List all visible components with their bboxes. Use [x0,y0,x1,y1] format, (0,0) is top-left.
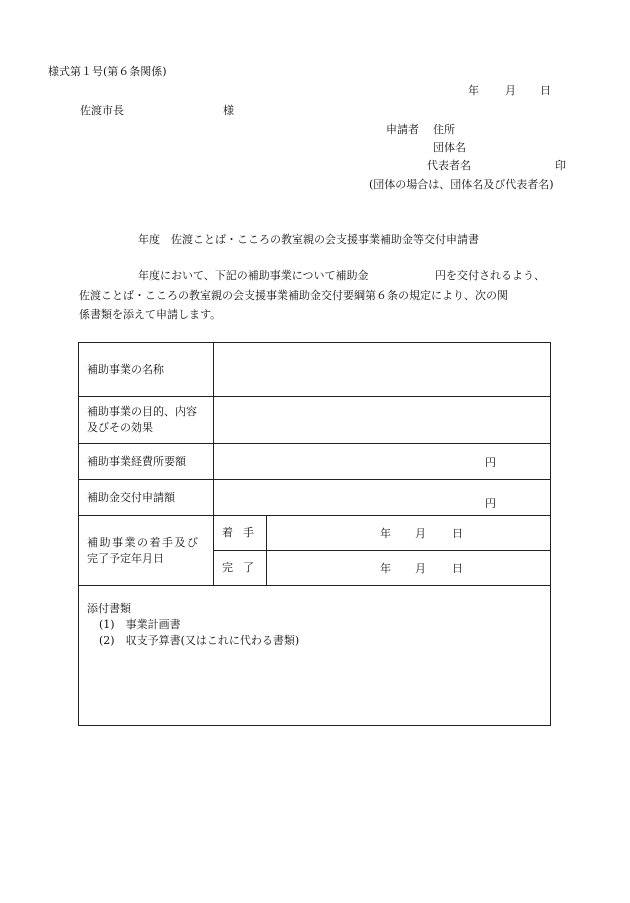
date-year-label: 年 [468,84,479,97]
seal-mark: 印 [555,159,566,172]
start-month-label: 月 [415,527,426,540]
start-year-label: 年 [380,527,391,540]
document-title: 年度 佐渡ことば・こころの教室親の会支援事業補助金等交付申請書 [138,233,479,246]
applicant-note: (団体の場合は、団体名及び代表者名) [369,178,554,191]
start-label: 着手 [214,516,267,551]
table-row [79,343,551,397]
end-month-label: 月 [415,562,426,575]
grant-amount-label: 補助金交付申請額 [79,480,214,516]
grant-amount-field[interactable] [214,480,551,516]
date-month-label: 月 [505,84,516,97]
addressee: 佐渡市長 [80,104,124,117]
attachments-title: 添付書類 [87,602,131,615]
project-name-label: 補助事業の名称 [79,343,214,397]
table-row [79,444,551,480]
table-row [79,516,551,551]
application-table [78,342,551,726]
attachment-item: (2) 収支予算書(又はこれに代わる書類) [99,634,300,647]
table-row [79,397,551,444]
applicant-org-label: 団体名 [433,141,466,154]
applicant-role: 申請者 [386,123,419,136]
table-row [79,480,551,516]
project-purpose-label: 補助事業の目的、内容 及びその効果 [79,397,214,444]
addressee-suffix: 様 [223,104,234,117]
date-day-label: 日 [540,84,551,97]
body-line2: 佐渡ことば・こころの教室親の会支援事業補助金交付要綱第６条の規定により、次の関 [79,289,508,302]
project-cost-unit: 円 [485,456,496,469]
body-line1-b: 円を交付されるよう、 [435,269,545,282]
form-number: 様式第１号(第６条関係) [48,65,167,78]
end-year-label: 年 [380,562,391,575]
attachments-cell [79,586,551,726]
body-line3: 係書類を添えて申請します。 [79,308,222,321]
project-cost-label: 補助事業経費所要額 [79,444,214,480]
grant-amount-unit: 円 [485,497,496,510]
attachment-item: (1) 事業計画書 [99,618,181,631]
end-day-label: 日 [452,562,463,575]
table-row [79,586,551,726]
project-purpose-field[interactable] [214,397,551,444]
project-name-field[interactable] [214,343,551,397]
applicant-address-label: 住所 [433,123,455,136]
end-label: 完了 [214,551,267,586]
start-date-field[interactable] [267,516,551,551]
applicant-rep-label: 代表者名 [427,159,471,172]
start-day-label: 日 [452,527,463,540]
schedule-label: 補助事業の着手及び 完了予定年月日 [79,516,214,586]
project-cost-field[interactable] [214,444,551,480]
end-date-field[interactable] [267,551,551,586]
body-line1-a: 年度において、下記の補助事業について補助金 [138,269,369,282]
